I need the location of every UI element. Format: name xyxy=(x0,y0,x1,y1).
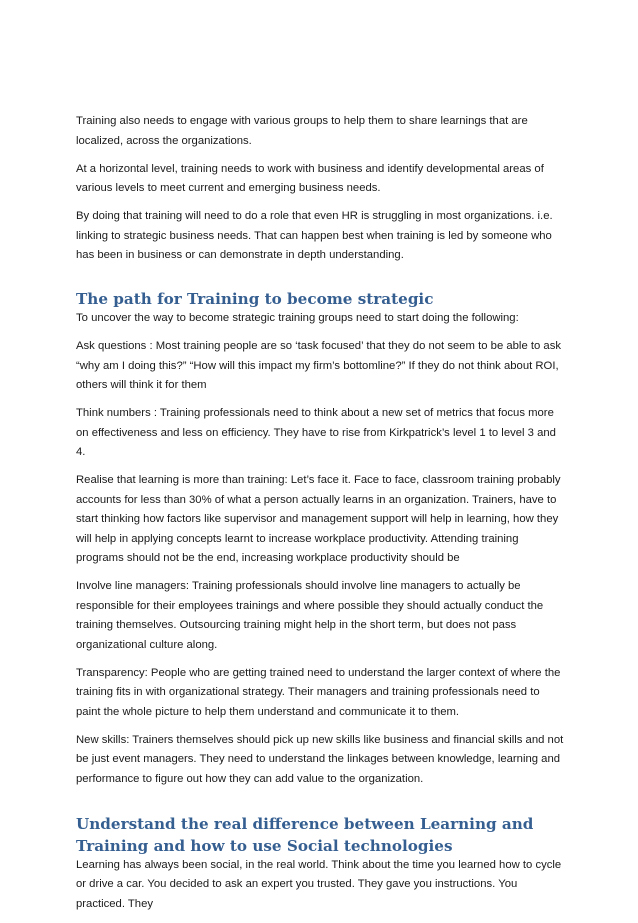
paragraph-involve-line-managers: Involve line managers: Training professionals should involve line managers to actually be responsible for their employees trainings and where possible they should actually conduct the training themselves. Outsourcing training might help in the short term, but does not pass organizational culture along. xyxy=(76,580,544,651)
section-heading-strategic-path: The path for Training to become strategic xyxy=(76,290,434,308)
paragraph-learning-vs-training: Realise that learning is more than training: Let’s face it. Face to face, classroom training probably accounts for less than 30% of what a person actually learns in an organization. Trainers, have to start thinking how factors like supervisor and management support will help in learning, how they will help in applying concepts learnt to increase workplace productivity. Attending training programs should not be the end, increasing workplace productivity should be xyxy=(76,474,561,564)
section2-lead-paragraph: Learning has always been social, in the real world. Think about the time you learned how to cycle or drive a car. You decided to ask an expert you trusted. They gave you instructions. You practiced. They xyxy=(76,858,562,910)
section1-lead-paragraph: To uncover the way to become strategic training groups need to start doing the following: xyxy=(76,312,519,324)
paragraph-ask-questions: Ask questions : Most training people are so ‘task focused’ that they do not seem to be able to ask “why am I doing this?” “How will this impact my firm’s bottomline?” If they do not think about ROI, others will think it for them xyxy=(76,340,561,391)
intro-paragraph-3: By doing that training will need to do a role that even HR is struggling in most organizations. i.e. linking to strategic business needs. That can happen best when training is led by someone who has been in business or can demonstrate in depth understanding. xyxy=(76,210,553,261)
paragraph-transparency: Transparency: People who are getting trained need to understand the larger context of where the training fits in with organizational strategy. Their managers and training professionals need to paint the whole picture to help them understand and communicate it to them. xyxy=(76,666,561,718)
paragraph-new-skills: New skills: Trainers themselves should pick up new skills like business and financial skills and not be just event managers. They need to understand the linkages between knowledge, learning and performance to figure out how they can add value to the organization. xyxy=(76,733,564,785)
document-page xyxy=(76,112,566,923)
intro-paragraph-2: At a horizontal level, training needs to work with business and identify developmental areas of various levels to meet current and emerging business needs. xyxy=(76,162,544,194)
section-heading-social-technologies: Understand the real difference between Learning and Training and how to use Social technologies xyxy=(76,814,534,855)
paragraph-think-numbers: Think numbers : Training professionals need to think about a new set of metrics that focus more on effectiveness and less on efficiency. They have to rise from Kirkpatrick’s level 1 to level 3 and 4. xyxy=(76,407,556,458)
intro-paragraph-1: Training also needs to engage with various groups to help them to share learnings that are localized, across the organizations. xyxy=(76,115,528,147)
